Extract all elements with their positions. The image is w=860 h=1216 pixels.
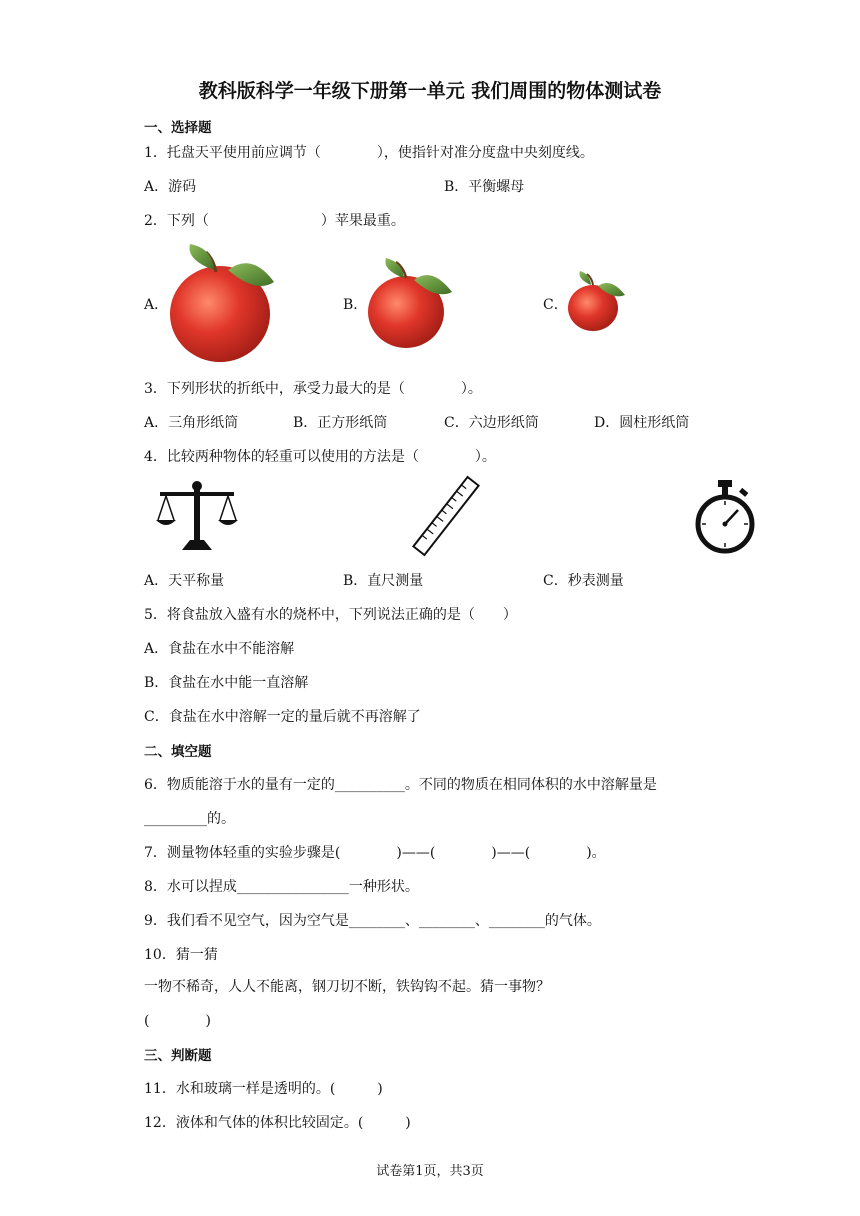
q2-option-a[interactable]: A． bbox=[144, 297, 169, 313]
q4-option-c[interactable]: C．秒表测量 bbox=[543, 573, 624, 589]
q2-option-c[interactable]: C． bbox=[543, 297, 568, 313]
question-12: 12．液体和气体的体积比较固定。( ) bbox=[144, 1115, 411, 1131]
q5-option-c[interactable]: C．食盐在水中溶解一定的量后就不再溶解了 bbox=[144, 709, 421, 725]
question-7: 7．测量物体轻重的实验步骤是( )——( )——( )。 bbox=[144, 845, 606, 861]
question-8: 8．水可以捏成________________一种形状。 bbox=[144, 879, 419, 895]
question-5: 5．将食盐放入盛有水的烧杯中，下列说法正确的是（ ） bbox=[144, 607, 517, 623]
q3-option-d[interactable]: D．圆柱形纸筒 bbox=[594, 415, 690, 431]
q4-option-b[interactable]: B．直尺测量 bbox=[343, 573, 424, 589]
q1-option-a[interactable]: A．游码 bbox=[144, 179, 197, 195]
stopwatch-icon bbox=[694, 478, 756, 558]
question-11: 11．水和玻璃一样是透明的。( ) bbox=[144, 1081, 383, 1097]
q1-option-b[interactable]: B．平衡螺母 bbox=[444, 179, 525, 195]
question-10-answer: ( ) bbox=[144, 1013, 211, 1029]
q3-option-a[interactable]: A．三角形纸筒 bbox=[144, 415, 239, 431]
q4-option-a[interactable]: A．天平称量 bbox=[144, 573, 225, 589]
ruler-icon bbox=[414, 476, 478, 556]
q3-option-b[interactable]: B．正方形纸筒 bbox=[293, 415, 388, 431]
question-10: 10．猜一猜 bbox=[144, 947, 218, 963]
q5-option-b[interactable]: B．食盐在水中能一直溶解 bbox=[144, 675, 309, 691]
balance-scale-icon bbox=[156, 480, 238, 552]
section-choice: 一、选择题 bbox=[144, 120, 212, 136]
q5-option-a[interactable]: A．食盐在水中不能溶解 bbox=[144, 641, 295, 657]
question-6-cont: _________的。 bbox=[144, 811, 235, 827]
question-3: 3．下列形状的折纸中，承受力最大的是（ ）。 bbox=[144, 381, 482, 397]
question-9: 9．我们看不见空气，因为空气是________、________、________的气体。 bbox=[144, 913, 601, 929]
page-title: 教科版科学一年级下册第一单元 我们周围的物体测试卷 bbox=[198, 80, 662, 102]
question-10-riddle: 一物不稀奇，人人不能离，钢刀切不断，铁钩钩不起。猜一事物？ bbox=[144, 979, 550, 995]
question-2: 2．下列（ ）苹果最重。 bbox=[144, 213, 405, 229]
page-footer: 试卷第1页，共3页 bbox=[376, 1164, 484, 1179]
q2-option-b[interactable]: B． bbox=[343, 297, 368, 313]
section-fill-blank: 二、填空题 bbox=[144, 744, 212, 760]
apple-icon bbox=[366, 258, 456, 350]
apple-icon bbox=[166, 242, 280, 364]
apple-icon bbox=[567, 271, 627, 333]
question-1: 1．托盘天平使用前应调节（ ），使指针对准分度盘中央刻度线。 bbox=[144, 145, 594, 161]
q3-option-c[interactable]: C．六边形纸筒 bbox=[444, 415, 539, 431]
question-4: 4．比较两种物体的轻重可以使用的方法是（ ）。 bbox=[144, 449, 496, 465]
question-6: 6．物质能溶于水的量有一定的__________。不同的物质在相同体积的水中溶解量是 bbox=[144, 777, 657, 793]
section-true-false: 三、判断题 bbox=[144, 1048, 212, 1064]
